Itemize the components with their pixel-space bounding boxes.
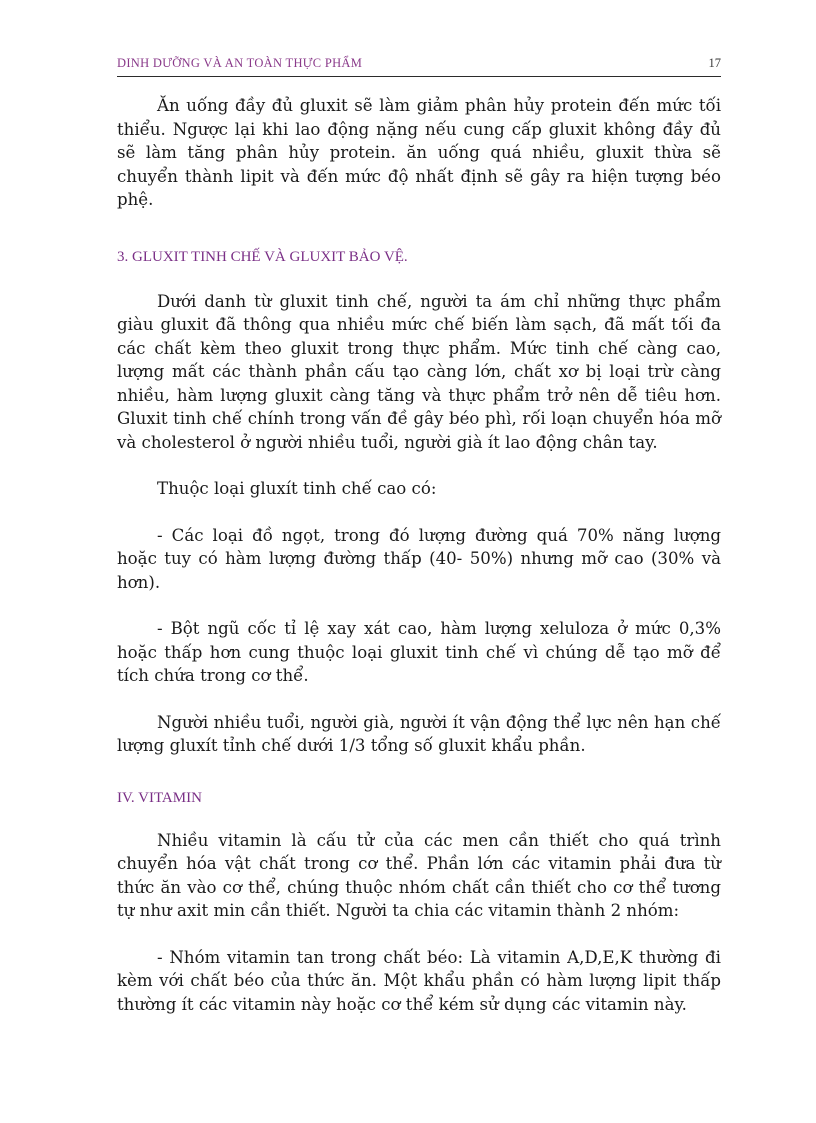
page-header (117, 54, 721, 77)
paragraph-cereal-flour: - Bột ngũ cốc tỉ lệ xay xát cao, hàm lượng xeluloza ở mức 0,3% hoặc thấp hơn cung thuộc loại gluxit tinh chế vì chúng dễ tạo mỡ để tích chứa trong cơ thể. (117, 619, 721, 685)
paragraph-refined-types-intro: Thuộc loại gluxít tinh chế cao có: (157, 479, 437, 498)
paragraph-vitamin-intro: Nhiều vitamin là cấu tử của các men cần thiết cho quá trình chuyển hóa vật chất trong cơ thể. Phần lớn các vitamin phải đưa từ thức ăn vào cơ thể, chúng thuộc nhóm chất cần thiết cho cơ thể tương tự như axit min cần thiết. Người ta chia các vitamin thành 2 nhóm: (117, 830, 721, 920)
paragraph-elderly-advice: Người nhiều tuổi, người già, người ít vận động thể lực nên hạn chế lượng gluxít tỉnh chế dưới 1/3 tổng số gluxit khẩu phần. (117, 712, 721, 755)
page-number: 17 (708, 56, 721, 70)
paragraph-sweets: - Các loại đồ ngọt, trong đó lượng đường quá 70% năng lượng hoặc tuy có hàm lượng đường thấp (40- 50%) nhưng mỡ cao (30% và hơn). (117, 525, 721, 592)
page-body (117, 94, 721, 1016)
running-title: DINH DƯỠNG VÀ AN TOÀN THỰC PHẨM (117, 56, 363, 70)
paragraph-fat-soluble-vitamins: - Nhóm vitamin tan trong chất béo: Là vitamin A,D,E,K thường đi kèm với chất béo của thức ăn. Một khẩu phần có hàm lượng lipit thấp thường ít các vitamin này hoặc cơ thể kém sử dụng các vitamin này. (117, 947, 721, 1014)
paragraph-refined-definition: Dưới danh từ gluxit tinh chế, người ta ám chỉ những thực phẩm giàu gluxit đã thông qua nhiều mức chế biến làm sạch, đã mất tối đa các chất kèm theo gluxit trong thực phẩm. Mức tinh chế càng cao, lượng mất các thành phần cấu tạo càng lớn, chất xơ bị loại trừ càng nhiều, hàm lượng gluxit càng tăng và thực phẩm trở nên dễ tiêu hơn. Gluxit tinh chế chính trong vấn đề gây béo phì, rối loạn chuyển hóa mỡ và cholesterol ở người nhiều tuổi, người già ít lao động chân tay. (117, 291, 721, 452)
section-heading-refined-gluxit: 3. GLUXIT TINH CHẾ VÀ GLUXIT BẢO VỆ. (117, 248, 408, 265)
section-heading-vitamin: IV. VITAMIN (117, 789, 202, 806)
paragraph-gluxit-intake: Ăn uống đầy đủ gluxit sẽ làm giảm phân hủy protein đến mức tối thiểu. Ngược lại khi lao động nặng nếu cung cấp gluxit không đầy đủ sẽ làm tăng phân hủy protein. ăn uống quá nhiều, gluxit thừa sẽ chuyển thành lipit và đến mức độ nhất định sẽ gây ra hiện tượng béo phệ. (117, 96, 721, 209)
